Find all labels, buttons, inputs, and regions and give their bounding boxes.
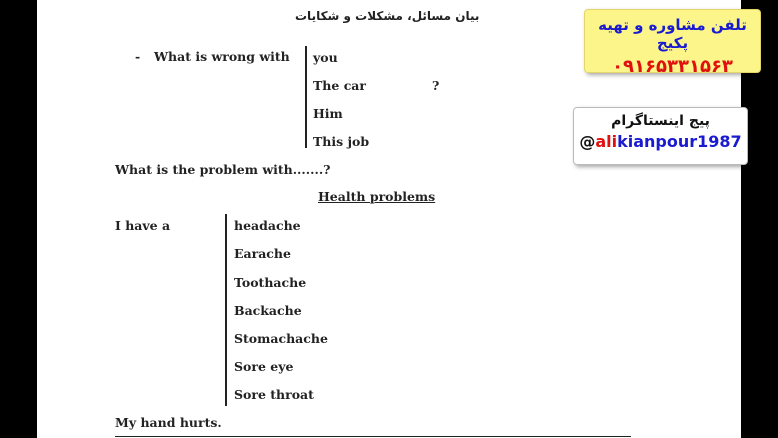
consult-banner [584,9,761,77]
section1-item: Him [313,106,343,121]
section1-item: you [313,50,338,65]
instagram-rest: kianpour1987 [617,132,742,151]
section1-divider [305,46,307,148]
footer-sentence: My hand hurts. [115,415,222,430]
instagram-banner [573,107,748,165]
instagram-handle [574,132,747,151]
section1-lead: What is wrong with [154,49,290,64]
consult-title: تلفن مشاوره و تهیه پکیج [598,16,747,52]
health-item: Toothache [234,275,307,290]
section2-lead: I have a [115,218,171,233]
section1-item: The car [313,78,366,93]
health-item: Sore throat [234,387,314,402]
problem-question: What is the problem with.......? [115,162,331,177]
instagram-ali: ali [595,132,618,151]
section2-heading: Health problems [318,189,436,204]
section1-question-mark: ? [432,78,440,93]
health-item: headache [234,218,301,233]
section1-item: This job [313,134,370,149]
section2-divider [225,214,227,406]
page-title: بیان مسائل، مشکلات و شکایات [295,9,480,23]
bottom-rule [115,436,631,437]
consult-phone: ۰۹۱۶۵۳۳۱۵۶۳ [612,56,733,77]
health-item: Earache [234,246,291,261]
instagram-title: پیج اینستاگرام [611,113,710,129]
health-item: Sore eye [234,359,294,374]
health-item: Stomachache [234,331,328,346]
bullet-dash: - [135,49,141,64]
instagram-at: @ [579,132,596,151]
health-item: Backache [234,303,302,318]
